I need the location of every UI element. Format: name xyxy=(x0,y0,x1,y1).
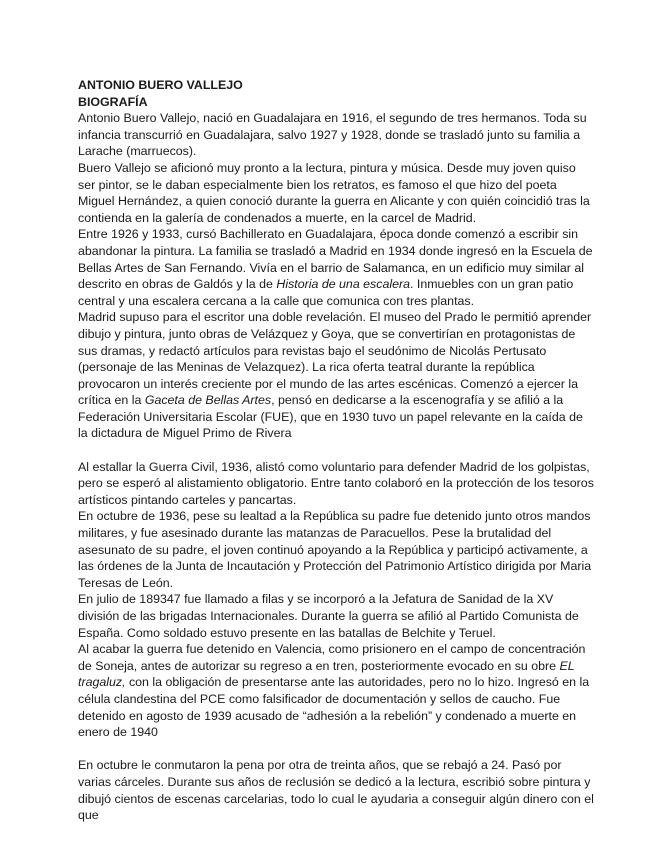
paragraph-7: En julio de 189347 fue llamado a filas y se incorporó a la Jefatura de Sanidad de la XV división de las brigadas Internacionales. Durante la guerra se afilió al Partido Comunista de España. Como soldado estuvo presente en las batallas de Belchite y Teruel. xyxy=(78,592,579,640)
paragraph-9: En octubre le conmutaron la pena por otra de treinta años, que se rebajó a 24. Pasó por varias cárceles. Durante sus años de reclusión se dedicó a la lectura, escribió sobre pintura y dibujó cientos de escenas carcelarias, todo lo cual le ayudaria a conseguir algún dinero con el que xyxy=(78,758,594,823)
paragraph-8: Al acabar la guerra fue detenido en Valencia, como prisionero en el campo de concentración de Soneja, antes de autorizar su regreso a en tren, posteriormente evocado en su obre EL tragaluz, con la obligación de presentarse ante las autoridades, pero no lo hizo. Ingresó en la célula clandestina del PCE como falsificador de documentación y sellos de caucho. Fue detenido en agosto de 1939 acusado de “adhesión a la rebelión” y condenado a muerte en enero de 1940 xyxy=(78,642,590,740)
paragraph-3: Entre 1926 y 1933, cursó Bachillerato en Guadalajara, época donde comenzó a escribir sin abandonar la pintura. La familia se trasladó a Madrid en 1934 donde ingresó en la Escuela de Bellas Artes de San Fernando. Vivía en el barrio de Salamanca, en un edificio muy similar al descrito en obras de Galdós y la de Historia de una escalera. Inmuebles con un gran patio central y una escalera cercana a la calle que comunica con tres plantas. xyxy=(78,227,593,308)
paragraph-4: Madrid supuso para el escritor una doble revelación. El museo del Prado le permitió aprender dibujo y pintura, junto obras de Velázquez y Goya, que se convertirían en protagonistas de sus dramas, y redactó artículos para revistas bajo el seudónimo de Nicolás Pertusato (personaje de las Meninas de Velazquez). La rica oferta teatral durante la república provocaron un interés creciente por el mundo de las artes escénicas. Comenzó a ejercer la crítica en la Gaceta de Bellas Artes, pensó en dedicarse a la escenografía y se afilió a la Federación Universitaria Escolar (FUE), que en 1930 tuvo un papel relevante en la caída de la dictadura de Miguel Primo de Rivera xyxy=(78,310,592,441)
blank-line xyxy=(78,442,595,459)
document-title: ANTONIO BUERO VALLEJO xyxy=(78,78,243,92)
paragraph-6: En octubre de 1936, pese su lealtad a la República su padre fue detenido junto otros mandos militares, y fue asesinado durante las matanzas de Paracuellos. Pese la brutalidad del asesunato de su padre, el joven continuó apoyando a la República y participó activamente, a las órdenes de la Junta de Incautación y Protección del Patrimonio Artístico dirigida por Maria Teresas de León. xyxy=(78,509,592,590)
document-subtitle: BIOGRAFÍA xyxy=(78,94,148,109)
paragraph-1: Antonio Buero Vallejo, nació en Guadalajara en 1916, el segundo de tres hermanos. Toda su infancia transcurrió en Guadalajara, salvo 1927 y 1928, donde se trasladó junto su familia a Larache (marruecos). xyxy=(78,111,587,159)
paragraph-5: Al estallar la Guerra Civil, 1936, alistó como voluntario para defender Madrid de los golpistas, pero se esperó al alistamiento obligatorio. Entre tanto colaboró en la protección de los tesoros artísticos pintando carteles y pancartas. xyxy=(78,459,594,507)
blank-line xyxy=(78,741,595,758)
paragraph-2: Buero Vallejo se aficionó muy pronto a la lectura, pintura y música. Desde muy joven quiso ser pintor, se le daban especialmente bien los retratos, es famoso el que hizo del poeta Miguel Hernández, a quien conoció durante la guerra en Alicante y con quién coincidió tras la contienda en la galería de condenados a muerte, en la carcel de Madrid. xyxy=(78,160,590,225)
